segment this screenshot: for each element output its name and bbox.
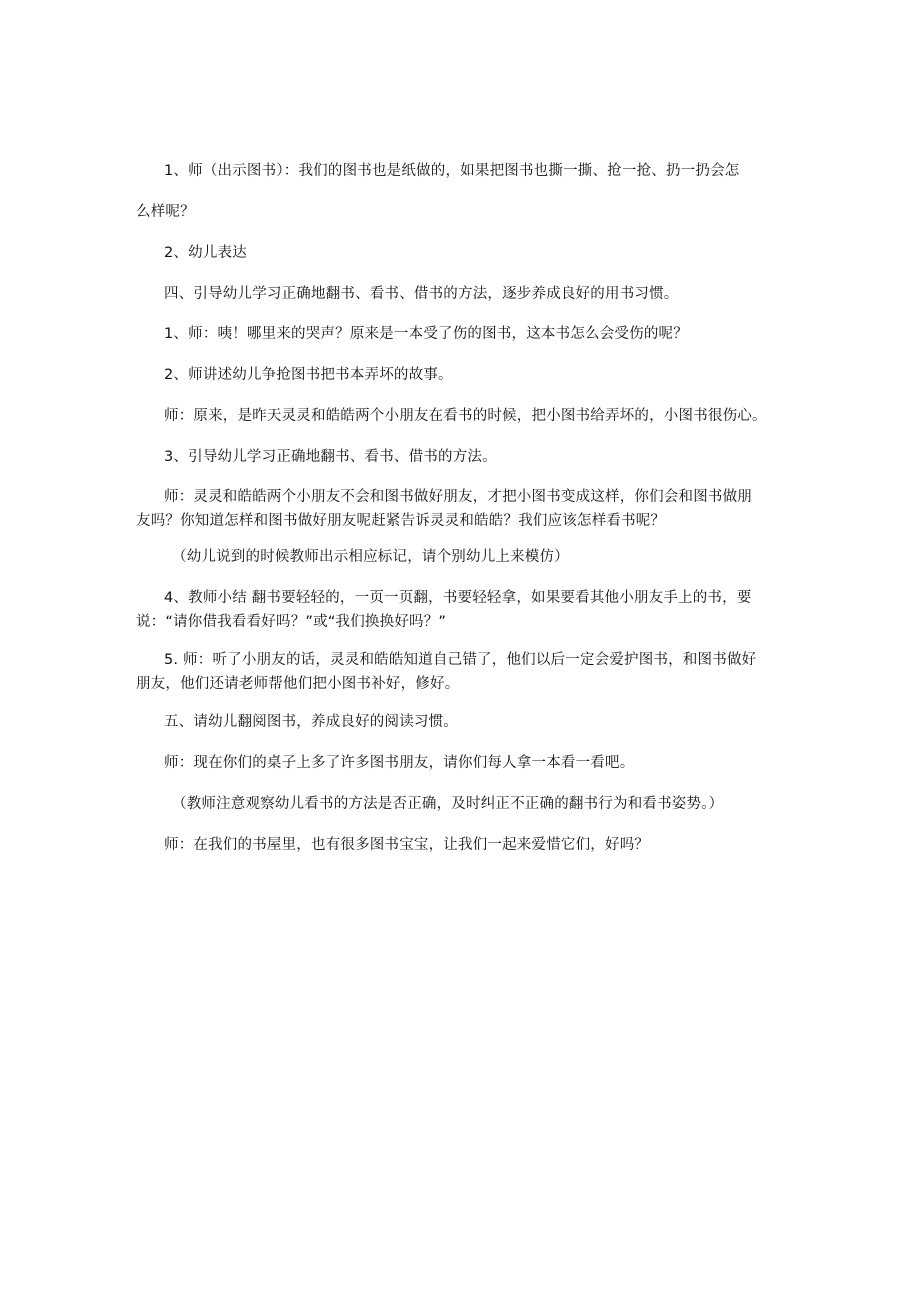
paragraph-line: 师：现在你们的桌子上多了许多图书朋友，请你们每人拿一本看一看吧。 <box>164 755 635 771</box>
paragraph-line: 3、引导幼儿学习正确地翻书、看书、借书的方法。 <box>164 449 497 465</box>
paragraph-2 <box>0 200 920 224</box>
paragraph-8 <box>0 445 920 469</box>
paragraph-9 <box>0 485 920 533</box>
paragraph-11 <box>0 586 920 634</box>
paragraph-10 <box>0 545 920 569</box>
paragraph-line: 2、师讲述幼儿争抢图书把书本弄坏的故事。 <box>164 367 453 383</box>
paragraph-16 <box>0 833 920 857</box>
paragraph-line: 2、幼儿表达 <box>164 245 247 261</box>
paragraph-line: 1、师：咦！哪里来的哭声？原来是一本受了伤的图书，这本书怎么会受伤的呢？ <box>164 326 688 342</box>
paragraph-line: 1、师（出示图书）：我们的图书也是纸做的，如果把图书也撕一撕、抢一抢、扔一扔会怎 <box>164 163 740 179</box>
paragraph-line: 友吗？你知道怎样和图书做好朋友呢赶紧告诉灵灵和皓皓？我们应该怎样看书呢？ <box>136 513 666 529</box>
paragraph-line: （教师注意观察幼儿看书的方法是否正确，及时纠正不正确的翻书行为和看书姿势。） <box>172 796 724 812</box>
paragraph-line: 5. 师：听了小朋友的话，灵灵和皓皓知道自己错了，他们以后一定会爱护图书，和图书做好 <box>164 652 757 668</box>
paragraph-line: 四、引导幼儿学习正确地翻书、看书、借书的方法，逐步养成良好的用书习惯。 <box>164 286 679 302</box>
paragraph-line: 师：原来，是昨天灵灵和皓皓两个小朋友在看书的时候，把小图书给弄坏的，小图书很伤心。 <box>164 408 767 424</box>
paragraph-12 <box>0 648 920 696</box>
paragraph-1 <box>0 159 920 183</box>
paragraph-15 <box>0 792 920 816</box>
paragraph-line: 么样呢？ <box>136 204 195 220</box>
paragraph-3 <box>0 241 920 265</box>
paragraph-5 <box>0 322 920 346</box>
paragraph-line: 师：灵灵和皓皓两个小朋友不会和图书做好朋友，才把小图书变成这样，你们会和图书做朋 <box>164 489 752 505</box>
paragraph-line: 说：“请你借我看看好吗？”或“我们换换好吗？” <box>136 614 447 630</box>
paragraph-line: （幼儿说到的时候教师出示相应标记，请个别幼儿上来模仿） <box>172 549 569 565</box>
paragraph-line: 4、教师小结 翻书要轻轻的，一页一页翻，书要轻轻拿，如果要看其他小朋友手上的书，要 <box>164 590 752 606</box>
paragraph-14 <box>0 751 920 775</box>
section-heading-5 <box>0 710 920 734</box>
section-heading-4 <box>0 282 920 306</box>
paragraph-6 <box>0 363 920 387</box>
paragraph-line: 朋友，他们还请老师帮他们把小图书补好，修好。 <box>136 676 460 692</box>
paragraph-line: 五、请幼儿翻阅图书，养成良好的阅读习惯。 <box>164 714 458 730</box>
paragraph-line: 师：在我们的书屋里，也有很多图书宝宝，让我们一起来爱惜它们，好吗？ <box>164 837 650 853</box>
paragraph-7 <box>0 404 920 428</box>
